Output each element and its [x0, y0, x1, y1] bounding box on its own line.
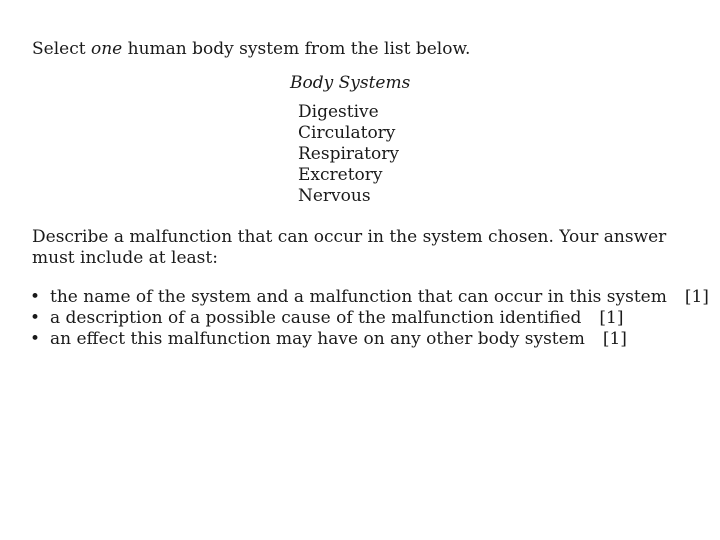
instruction-suffix: human body system from the list below. [122, 39, 471, 59]
bullet-icon: • [30, 287, 41, 307]
marks-label: [1] [684, 287, 709, 307]
requirement-text: a description of a possible cause of the malfunction identified [50, 308, 582, 328]
systems-list-item: Digestive [298, 102, 379, 122]
systems-list-heading: Body Systems [290, 73, 411, 93]
requirement-item [30, 308, 709, 329]
instruction-prefix: Select [32, 39, 91, 59]
requirement-text: an effect this malfunction may have on any other body system [50, 329, 585, 349]
requirement-item [30, 287, 709, 308]
systems-list-item: Respiratory [298, 144, 399, 164]
requirement-text: the name of the system and a malfunction that can occur in this system [50, 287, 667, 307]
systems-list-item: Excretory [298, 165, 383, 185]
requirement-item [30, 329, 709, 350]
marks-label: [1] [599, 308, 624, 328]
systems-list-item: Circulatory [298, 123, 396, 143]
describe-prompt: Describe a malfunction that can occur in the system chosen. Your answer must include at least: [32, 227, 667, 268]
instruction-emphasis: one [90, 39, 123, 59]
systems-list-item: Nervous [298, 186, 371, 206]
marks-label: [1] [602, 329, 627, 349]
bullet-icon: • [30, 329, 41, 349]
requirements-list [30, 287, 709, 350]
systems-list [298, 102, 399, 207]
instruction-text [32, 38, 470, 60]
bullet-icon: • [30, 308, 41, 328]
